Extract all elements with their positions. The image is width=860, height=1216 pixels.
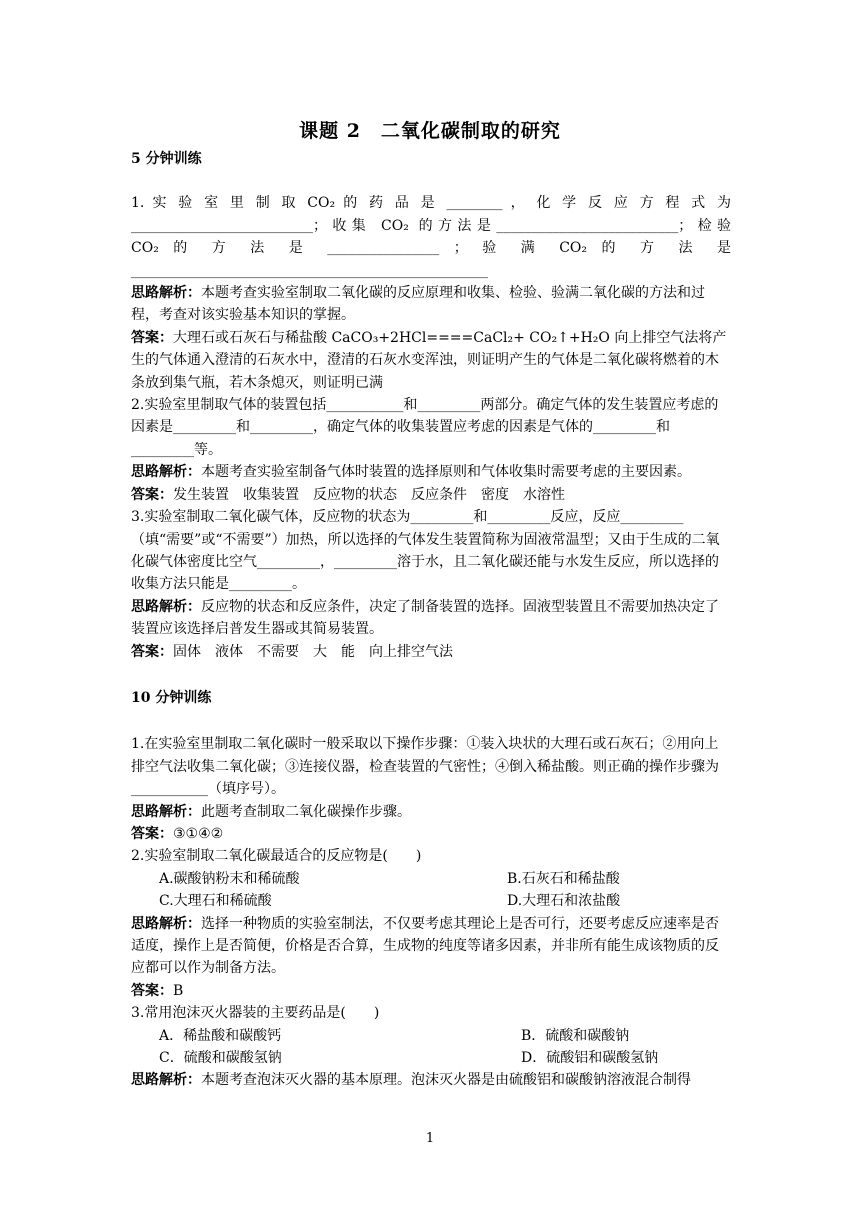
t3-option-c: C．硫酸和碳酸氢钠 xyxy=(159,1050,282,1067)
t1-text: 1.在实验室里制取二氧化碳时一般采取以下操作步骤：①装入块状的大理石或石灰石；②用向上排空气法收集二氧化碳；③连接仪器，检查装置的气密性；④倒入稀盐酸。则正确的操作步骤为___________（填序号）。 xyxy=(131,736,719,798)
t3-option-d: D．硫酸铝和碳酸氢钠 xyxy=(521,1050,659,1067)
t1-analysis: 思路解析：此题考查制取二氧化碳操作步骤。 xyxy=(131,803,411,820)
analysis-label: 思路解析： xyxy=(131,1072,201,1089)
t2-answer: 答案：B xyxy=(131,982,184,999)
analysis-label: 思路解析： xyxy=(131,464,201,481)
t3-option-a: A．稀盐酸和碳酸钙 xyxy=(159,1027,282,1044)
document-body xyxy=(131,148,731,1092)
q3-answer: 答案：固体 液体 不需要 大 能 向上排空气法 xyxy=(131,643,453,660)
t2-option-b: B.石灰石和稀盐酸 xyxy=(507,870,620,887)
q1-line1: 1. 实 验 室 里 制 取 CO₂ 的 药 品 是 ________ ， 化 学 反 应 方 程 式 为 xyxy=(131,195,731,212)
q1-answer: 答案：大理石或石灰石与稀盐酸 CaCO₃+2HCl====CaCl₂+ CO₂↑+H₂O 向上排空气法将产生的气体通入澄清的石灰水中，澄清的石灰水变浑浊，则证明产生的气体是二氧化碳将燃着的木条放到集气瓶，若木条熄灭，则证明已满 xyxy=(131,329,727,391)
q2-text: 2.实验室里制取气体的装置包括___________和_________两部分。确定气体的发生装置应考虑的因素是_________和_________，确定气体的收集装置应考虑的因素是气体的_________和_________等。 xyxy=(131,397,719,458)
t3-analysis: 思路解析：本题考查泡沫灭火器的基本原理。泡沫灭火器是由硫酸铝和碳酸钠溶液混合制得 xyxy=(131,1072,691,1089)
answer-label: 答案： xyxy=(131,825,173,842)
section-heading-10min: 10 分钟训练 xyxy=(131,689,212,706)
q1-line2: __________________________；收集 CO₂ 的方法是__________________________；检验 xyxy=(131,217,731,234)
section-heading-5min: 5 分钟训练 xyxy=(131,151,202,167)
t3-options-row1 xyxy=(131,1025,731,1047)
t2-text: 2.实验室制取二氧化碳最适合的反应物是( ) xyxy=(131,848,422,865)
answer-label: 答案： xyxy=(131,643,173,660)
q3-text: 3.实验室制取二氧化碳气体，反应物的状态为_________和_________反应，反应_________（填“需要”或“不需要”）加热，所以选择的气体发生装置简称为固液常温型；又由于生成的二氧化碳气体密度比空气_________，_________溶于水，且二氧化碳还能与水发生反应，所以选择的收集方法只能是_________。 xyxy=(131,509,720,593)
analysis-label: 思路解析： xyxy=(131,598,201,615)
analysis-label: 思路解析： xyxy=(131,285,201,302)
t2-option-a: A.碳酸钠粉末和稀硫酸 xyxy=(159,870,300,887)
analysis-label: 思路解析： xyxy=(131,915,201,932)
t2-options-row2 xyxy=(131,890,731,912)
t2-options-row1 xyxy=(131,868,731,890)
answer-label: 答案： xyxy=(131,486,173,503)
t3-option-b: B．硫酸和碳酸钠 xyxy=(521,1027,630,1044)
analysis-label: 思路解析： xyxy=(131,803,201,820)
page-title: 课题 2 二氧化碳制取的研究 xyxy=(299,120,561,142)
q2-analysis: 思路解析：本题考查实验室制备气体时装置的选择原则和气体收集时需要考虑的主要因素。 xyxy=(131,464,691,481)
t2-option-c: C.大理石和稀硫酸 xyxy=(159,893,272,910)
q3-analysis: 思路解析：反应物的状态和反应条件，决定了制备装置的选择。固液型装置且不需要加热决定了装置应该选择启普发生器或其简易装置。 xyxy=(131,598,719,638)
t2-analysis: 思路解析：选择一种物质的实验室制法，不仅要考虑其理论上是否可行，还要考虑反应速率是否适度，操作上是否简便，价格是否合算，生成物的纯度等诸多因素，并非所有能生成该物质的反应都可以作为制备方法。 xyxy=(131,915,719,977)
t1-answer: 答案：③①④② xyxy=(131,825,224,842)
q1-line3: CO₂ 的 方 法 是 ________________ ； 验 满 CO₂ 的 方 法 是 xyxy=(131,240,731,257)
t3-text: 3.常用泡沫灭火器装的主要药品是( ) xyxy=(131,1005,380,1022)
t3-options-row2 xyxy=(131,1047,731,1069)
answer-label: 答案： xyxy=(131,982,173,999)
page-number: 1 xyxy=(425,1131,435,1146)
t2-option-d: D.大理石和浓盐酸 xyxy=(507,893,621,910)
q1-line4: ___________________________________________________ xyxy=(131,262,488,279)
q2-answer: 答案：发生装置 收集装置 反应物的状态 反应条件 密度 水溶性 xyxy=(131,486,565,503)
q1-analysis: 思路解析：本题考查实验室制取二氧化碳的反应原理和收集、检验、验满二氧化碳的方法和过程，考查对该实验基本知识的掌握。 xyxy=(131,285,705,324)
answer-label: 答案： xyxy=(131,329,173,346)
